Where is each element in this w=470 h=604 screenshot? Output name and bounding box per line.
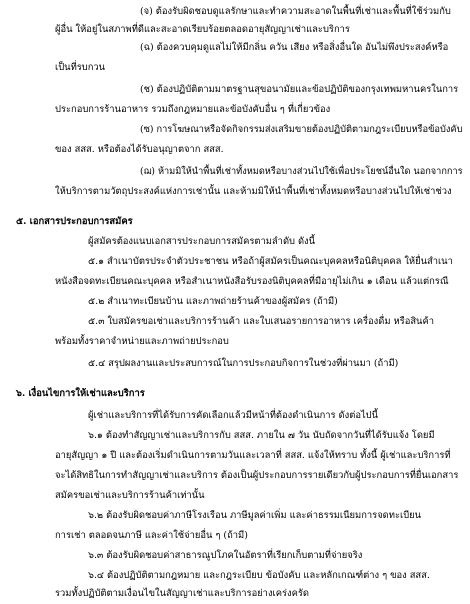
clause-h: (ซ) การโฆษณาหรือจัดกิจกรรมส่งเสริมขายต้องปฏิบัติตามกฎระเบียบหรือข้อบังคับ xyxy=(140,124,463,135)
item-6-1-cont-1: อายุสัญญา ๑ ปี และต้องเริ่มดำเนินการตามวันและเวลาที่ สสส. แจ้งให้ทราบ ทั้งนี้ ผู้เช่าและบริการที่ xyxy=(55,450,451,461)
clause-e: (จ) ต้องรับผิดชอบดูแลรักษาและทำความสะอาดในพื้นที่เช่าและพื้นที่ใช้ร่วมกับ xyxy=(140,6,451,17)
section-5-intro: ผู้สมัครต้องแนบเอกสารประกอบการสมัครตามลำดับ ดังนี้ xyxy=(88,236,316,247)
section-6-intro: ผู้เช่าและบริการที่ได้รับการคัดเลือกแล้วมีหน้าที่ต้องดำเนินการ ดังต่อไปนี้ xyxy=(88,410,379,421)
item-5-1-cont: หนังสือจดทะเบียนคณะบุคคล หรือสำเนาหนังสือรับรองนิติบุคคลที่มีอายุไม่เกิน ๑ เดือน แล้วแต่กรณี xyxy=(55,276,449,287)
item-5-3: ๕.๓ ใบสมัครขอเช่าและบริการร้านค้า และใบเสนอรายการอาหาร เครื่องดื่ม หรือสินค้า xyxy=(88,316,435,327)
clause-f-cont: เป็นที่รบกวน xyxy=(55,62,106,73)
item-5-4: ๕.๔ สรุปผลงานและประสบการณ์ในการประกอบกิจการในช่วงที่ผ่านมา (ถ้ามี) xyxy=(88,358,399,369)
clause-i-cont: ให้บริการตามวัตถุประสงค์แห่งการเช่านั้น และห้ามมิให้นำพื้นที่เช่าทั้งหมดหรือบางส่วนไปให้เช่าช่วง xyxy=(55,186,452,197)
item-5-3-cont: พร้อมทั้งราคาจำหน่ายและภาพถ่ายประกอบ xyxy=(55,336,229,347)
clause-f: (ฉ) ต้องควบคุมดูแลไม่ให้มีกลิ่น ควัน เสียง หรือสิ่งอื่นใด อันไม่พึงประสงค์หรือ xyxy=(140,42,449,53)
item-6-2: ๖.๒ ต้องรับผิดชอบค่าภาษีโรงเรือน ภาษีมูลค่าเพิ่ม และค่าธรรมเนียมการจดทะเบียน xyxy=(88,510,422,521)
item-6-2-cont: การเช่า ตลอดจนภาษี และค่าใช้จ่ายอื่น ๆ (ถ้ามี) xyxy=(55,530,248,541)
item-6-4: ๖.๔ ต้องปฏิบัติตามกฎหมาย และกฎระเบียบ ข้อบังคับ และหลักเกณฑ์ต่าง ๆ ของ สสส. xyxy=(88,570,430,581)
clause-h-cont: ของ สสส. หรือต้องได้รับอนุญาตจาก สสส. xyxy=(55,144,224,155)
section-5-heading: ๕. เอกสารประกอบการสมัคร xyxy=(16,216,133,227)
clause-e-cont: ผู้อื่น ให้อยู่ในสภาพที่ดีและสะอาดเรียบร้อยตลอดอายุสัญญาเช่าและบริการ xyxy=(55,24,350,35)
item-6-1: ๖.๑ ต้องทำสัญญาเช่าและบริการกับ สสส. ภายใน ๗ วัน นับถัดจากวันที่ได้รับแจ้ง โดยมี xyxy=(88,430,435,441)
item-6-4-cont: รวมทั้งปฏิบัติตามเงื่อนไขในสัญญาเช่าและบริการอย่างเคร่งครัด xyxy=(55,588,310,599)
item-5-2: ๕.๒ สำเนาทะเบียนบ้าน และภาพถ่ายร้านค้าของผู้สมัคร (ถ้ามี) xyxy=(88,296,338,307)
item-6-3: ๖.๓ ต้องรับผิดชอบค่าสาธารณูปโภคในอัตราที่เรียกเก็บตามที่จ่ายจริง xyxy=(88,550,363,561)
item-6-1-cont-2: จะได้สิทธิในการทำสัญญาเช่าและบริการ ต้องเป็นผู้ประกอบการรายเดียวกับผู้ประกอบการที่ยื่นเอกสาร xyxy=(55,470,459,481)
clause-g-cont: ประกอบการร้านอาหาร รวมถึงกฎหมายและข้อบังคับอื่น ๆ ที่เกี่ยวข้อง xyxy=(55,104,331,115)
clause-i: (ฌ) ห้ามมิให้นำพื้นที่เช่าทั้งหมดหรือบางส่วนไปใช้เพื่อประโยชน์อื่นใด นอกจากการ xyxy=(140,166,463,177)
section-6-heading: ๖. เงื่อนไขการให้เช่าและบริการ xyxy=(16,388,145,399)
item-6-1-cont-3: สมัครขอเช่าและบริการร้านค้าเท่านั้น xyxy=(55,490,205,501)
item-5-1: ๕.๑ สำเนาบัตรประจำตัวประชาชน หรือถ้าผู้สมัครเป็นคณะบุคคลหรือนิติบุคคล ให้ยื่นสำเนา xyxy=(88,256,453,267)
clause-g: (ช) ต้องปฏิบัติตามมาตรฐานสุขอนามัยและข้อปฏิบัติของกรุงเทพมหานครในการ xyxy=(140,84,459,95)
